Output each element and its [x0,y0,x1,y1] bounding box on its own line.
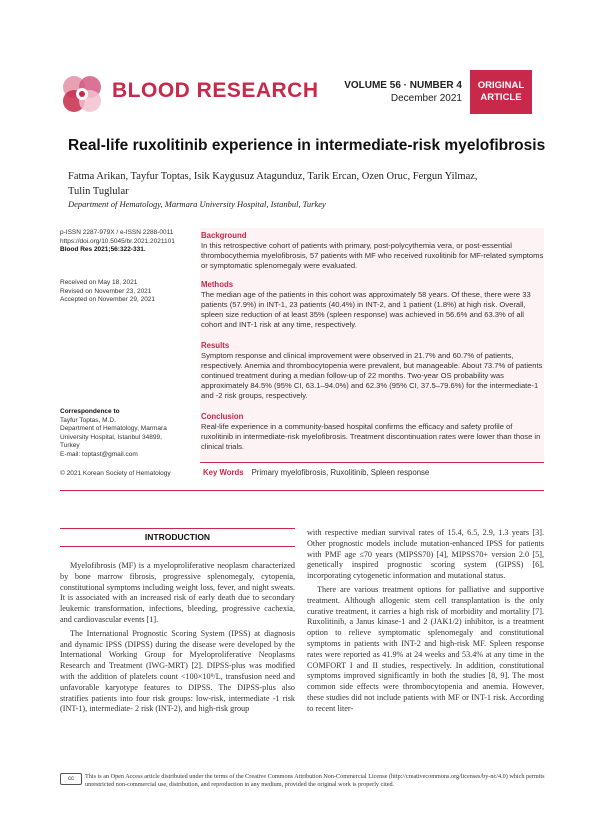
corr-dept: Department of Hematology, Marmara [60,425,167,432]
conclusion-text: Real-life experience in a community-based hospital confirms the efficacy and safety profile of ruxolitinib in intermediate-risk myelofibrosis. Treatment discontinuation rates were lower than those in clinical trials. [201,422,541,451]
corr-name: Tayfur Toptas, M.D. [60,416,116,424]
volume-line: VOLUME 56 · NUMBER 4 [344,80,462,91]
affiliation: Department of Hematology, Marmara University Hospital, Istanbul, Turkey [68,199,326,209]
intro-paragraph-3: with respective median survival rates of 15.4, 6.5, 2.9, 1.3 years [3]. Other prognostic models include mutation-enhanced IPSS for patients with PMF age ≤70 years (MIPSS70) [4], MIPSS70+ version 2.0 [5], genetically inspired prognostic scoring system (GIPSS) [6], incorporating cytogenetic information and mutational status. [307,528,544,581]
abstract-conclusion [201,412,544,452]
conclusion-heading: Conclusion [201,412,244,421]
authors [68,169,538,199]
license-text: This is an Open Access article distributed under the terms of the Creative Commons Attribution Non-Commercial License (http://creativecommons.org/licenses/by-nc/4.0) which permits unrestricted non-commercial use, distribution, and reproduction in any medium, provided the original work is properly cited. [85,773,545,788]
corr-addr2: Turkey [60,442,80,449]
keywords-label: Key Words [203,468,244,477]
corr-addr1: University Hospital, Istanbul 34899, [60,433,162,441]
body-right-column [307,528,544,718]
article-dates [60,279,195,305]
intro-paragraph-4: There are various treatment options for palliative and supportive treatment. Although allogenic stem cell transplantation is the only curative treatment, it carries a high risk of morbidity and mortality [7]. Ruxolitinib, a Janus kinase-1 and 2 (JAK1/2) inhibitor, is a treatment option to relieve symptomatic splenomegaly and constitutional symptoms in patients with INT-2 and high-risk MF. Spleen response rates were reported as 41.9% at 24 weeks and 53.4% at any time in the COMFORT I and II studies, respectively. In addition, constitutional symptoms improved significantly in both the studies [8, 9]. The most common side effects were thrombocytopenia and anemia. However, these studies did not include patients with MF or INT-1 risk. According to recent liter- [307,584,544,713]
body-left-column [60,561,295,718]
badge-line2: ARTICLE [480,92,522,103]
article-identifiers [60,229,195,255]
copyright: © 2021 Korean Society of Hematology [60,470,171,477]
issue-date: December 2021 [390,93,462,104]
introduction-heading: INTRODUCTION [60,528,295,547]
article-title: Real-life ruxolitinib experience in intermediate-risk myelofibrosis [68,137,546,154]
results-heading: Results [201,341,230,350]
results-text: Symptom response and clinical improvement were observed in 21.7% and 60.7% of patients, respectively. Anemia and thrombocytopenia were prevalent, but manageable. About 73.7% of patients continued treatment during a median follow-up of 22 months. Two-year OS probability was approximately 84.5% (95% CI, 63.1–94.0%) and 62.3% (95% CI, 37.5–79.6%) for the intermediate-1 and -2 risk groups, respectively. [201,351,543,400]
journal-logo-icon [58,70,106,118]
intro-paragraph-2: The International Prognostic Scoring System (IPSS) at diagnosis and dynamic IPSS (DIPSS) during the disease were developed by the International Working Group for Myeloproliferative Neoplasms Research and Treatment (IWG-MRT) [2]. DIPSS-plus was modified with the addition of platelets count <100×10⁹/L, transfusion need and unfavorable karyotype features to DIPSS. The DIPSS-plus also stratifies patients into four risk groups: low-risk, intermediate -1 risk (INT-1), intermediate- 2 risk (INT-2), and high-risk group [60,628,295,714]
keywords-divider [200,462,544,463]
keywords [203,468,429,477]
authors-line2: Tulin Tuglular [68,186,129,197]
background-heading: Background [201,231,247,240]
intro-paragraph-1: Myelofibrosis (MF) is a myeloproliferative neoplasm characterized by bone marrow fibrosis, progressive splenomegaly, cytopenia, constitutional symptoms including weight loss, fever, and night sweats. It is associated with an increased risk of early death due to secondary leukemic transformation, infections, bleeding, progressive cachexia, and cardiovascular events [1]. [60,561,295,624]
correspondence [60,408,195,459]
abstract-bottom-rule [60,490,544,491]
revised-date: Revised on November 23, 2021 [60,287,152,295]
citation: Blood Res 2021;56:322-331. [60,246,146,253]
received-date: Received on May 18, 2021 [60,279,138,286]
badge-line1: ORIGINAL [477,80,525,91]
corr-email[interactable]: E-mail: toptast@gmail.com [60,450,138,458]
creative-commons-icon: cc [60,773,82,785]
abstract-background [201,231,544,271]
issn: p-ISSN 2287-979X / e-ISSN 2288-0011 [60,229,174,236]
volume-info [342,79,462,105]
abstract-results [201,341,544,401]
correspondence-label: Correspondence to [60,408,120,415]
keywords-list: Primary myelofibrosis, Ruxolitinib, Spleen response [251,468,430,477]
accepted-date: Accepted on November 29, 2021 [60,296,156,303]
abstract-methods [201,280,544,330]
article-type-badge [470,70,532,114]
doi-link[interactable]: https://doi.org/10.5045/br.2021.2021101 [60,237,175,245]
methods-text: The median age of the patients in this cohort was approximately 58 years. Of these, there were 33 patients (57.9%) in INT-1, 23 patients (40.4%) in INT-2, and 1 patient (1.8%) at high risk. Overall, spleen size reduction of at least 35% (spleen response) was achieved in 56.6% and 63.3% of all cohort and INT-1 risk at any time, respectively. [201,290,531,329]
journal-name: BLOOD RESEARCH [112,79,319,102]
methods-heading: Methods [201,280,234,289]
background-text: In this retrospective cohort of patients with primary, post-polycythemia vera, or post-essential thrombocythemia myelofibrosis, 57 patients with MF who received ruxolitinib for MF-related symptoms or symptomatic splenomegaly were evaluated. [201,241,544,270]
authors-line1: Fatma Arikan, Tayfur Toptas, Isik Kaygusuz Atagunduz, Tarik Ercan, Ozen Oruc, Fergun Yilmaz, [68,171,478,182]
